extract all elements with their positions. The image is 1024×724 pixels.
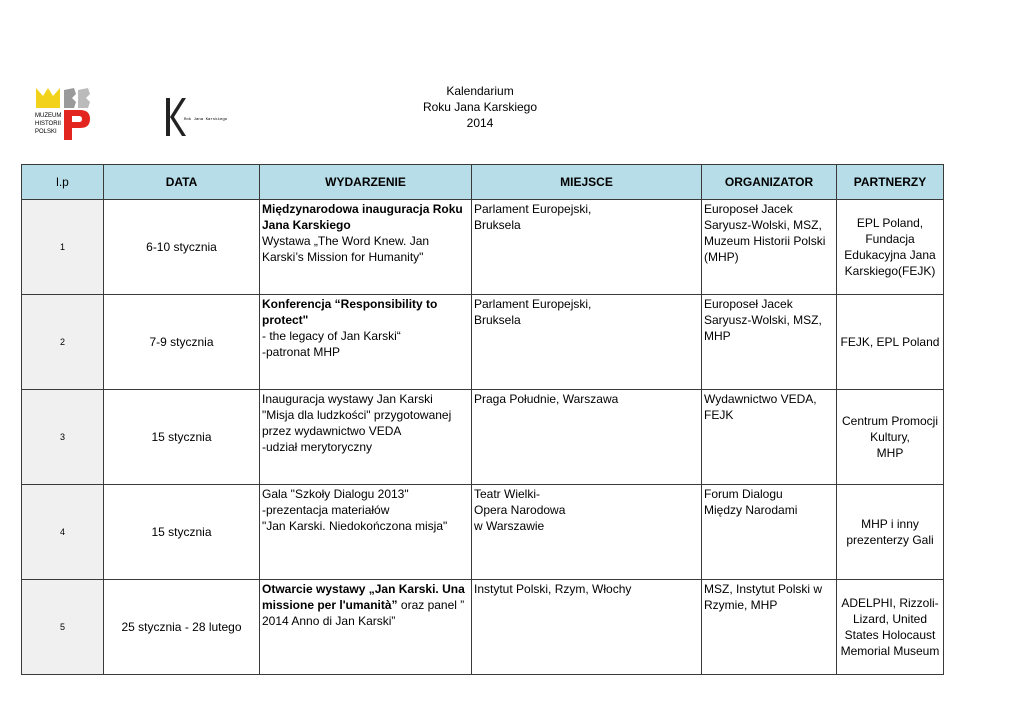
title-line-1: Kalendarium [446,84,514,98]
event-cell [260,200,472,295]
event-text-line: Wystawa „The Word Knew. Jan [262,234,430,248]
organizer-line: Saryusz-Wolski, MSZ, [704,218,822,232]
partner-line: Lizard, United [852,612,928,626]
partner-line: Memorial Museum [840,644,940,658]
organizer-line: Wydawnictwo VEDA, [704,392,817,406]
event-title-line: protect" [262,313,309,327]
event-text-line: "Misja dla ludzkości" przygotowanej [262,408,452,422]
partner-line: Kultury, [870,430,910,444]
muzeum-historii-polski-logo [34,86,94,142]
event-text-line: Inauguracja wystawy Jan Karski [262,392,433,406]
organizer-line: Europoseł Jacek [704,202,793,216]
event-title-line: Konferencja “Responsibility to [262,297,438,311]
logo-text-line-3: POLSKI [35,129,57,135]
rok-jana-karskiego-logo [162,96,228,138]
partner-line: FEJK, EPL Poland [840,335,940,349]
partner-line: ADELPHI, Rizzoli- [841,596,939,610]
organizer-cell [702,295,837,390]
organizer-cell [702,390,837,485]
event-cell [260,485,472,580]
place-line: w Warszawie [474,519,545,533]
event-text-line: -patronat MHP [262,345,341,359]
place-line: Instytut Polski, Rzym, Włochy [474,582,632,596]
organizer-line: Między Narodami [704,503,798,517]
date-cell: 15 stycznia [104,390,260,485]
header-wydarzenie: WYDARZENIE [260,165,472,200]
event-text-line: Karski’s Mission for Humanity" [262,250,424,264]
partner-line: EPL Poland, [856,216,924,230]
organizer-line: Rzymie, MHP [704,598,778,612]
organizer-line: MHP [704,329,731,343]
header-miejsce: MIEJSCE [472,165,702,200]
place-cell [472,200,702,295]
calendar-table [21,164,944,675]
organizer-line: (MHP) [704,250,739,264]
date-cell: 25 stycznia - 28 lutego [104,580,260,675]
partners-cell [837,580,944,675]
header-organizator: ORGANIZATOR [702,165,837,200]
organizer-line: Muzeum Historii Polski [704,234,826,248]
date-cell: 7-9 stycznia [104,295,260,390]
logo-text-line-1: MUZEUM [35,113,62,119]
partners-cell [837,295,944,390]
table-row [22,200,944,295]
event-cell [260,390,472,485]
event-text-line: "Jan Karski. Niedokończona misja" [262,519,448,533]
table-row [22,295,944,390]
table-row [22,485,944,580]
organizer-cell [702,200,837,295]
row-number: 3 [22,390,104,485]
place-cell [472,295,702,390]
place-line: Parlament Europejski, [474,297,592,311]
partner-line: MHP [876,446,904,460]
table-row [22,580,944,675]
date-cell: 15 stycznia [104,485,260,580]
row-number: 1 [22,200,104,295]
partner-line: Karskiego(FEJK) [844,264,936,278]
place-cell [472,390,702,485]
event-title-line: Międzynarodowa inauguracja Roku [262,202,463,216]
place-line: Bruksela [474,218,521,232]
row-number: 5 [22,580,104,675]
event-title-line: Jana Karskiego [262,218,351,232]
event-title-line: Otwarcie wystawy „Jan Karski. Una [262,582,465,596]
place-line: Teatr Wielki- [474,487,541,501]
event-cell [260,580,472,675]
header-data: DATA [104,165,260,200]
partner-line: Centrum Promocji [841,414,939,428]
event-text-line: 2014 Anno di Jan Karski” [262,614,396,628]
organizer-line: FEJK [704,408,734,422]
partners-cell [837,485,944,580]
partner-line: Edukacyjna Jana [844,248,936,262]
logo2-text: Rok Jana Karskiego [184,118,228,122]
place-line: Opera Narodowa [474,503,566,517]
table-row [22,390,944,485]
partner-line: States Holocaust [844,628,936,642]
event-cell [260,295,472,390]
organizer-line: Forum Dialogu [704,487,783,501]
event-text-line: Gala "Szkoły Dialogu 2013" [262,487,409,501]
place-cell [472,485,702,580]
row-number: 4 [22,485,104,580]
partner-line: prezenterzy Gali [846,533,934,547]
title-line-2: Roku Jana Karskiego [422,100,538,114]
event-title-line: missione per l'umanità” [262,598,398,612]
place-cell [472,580,702,675]
table-header-row [22,165,944,200]
title-line-3: 2014 [466,116,494,130]
header-lp: l.p [22,165,104,200]
organizer-line: MSZ, Instytut Polski w [704,582,823,596]
organizer-cell [702,580,837,675]
partner-line: Fundacja [865,232,915,246]
row-number: 2 [22,295,104,390]
event-text-line: przez wydawnictwo VEDA [262,424,402,438]
document-title [400,83,560,131]
event-text-fragment: oraz panel ” [397,598,465,612]
partners-cell [837,390,944,485]
place-line: Parlament Europejski, [474,202,592,216]
partners-cell [837,200,944,295]
partner-line: MHP i inny [861,517,919,531]
header-partnerzy: PARTNERZY [837,165,944,200]
event-text-line: - the legacy of Jan Karski“ [262,329,401,343]
organizer-cell [702,485,837,580]
event-text-line: -udział merytoryczny [262,440,373,454]
place-line: Bruksela [474,313,521,327]
place-line: Praga Południe, Warszawa [474,392,619,406]
logo-text-line-2: HISTORII [35,121,61,127]
date-cell: 6-10 stycznia [104,200,260,295]
organizer-line: Europoseł Jacek [704,297,793,311]
event-text-line: -prezentacja materiałów [262,503,390,517]
organizer-line: Saryusz-Wolski, MSZ, [704,313,822,327]
